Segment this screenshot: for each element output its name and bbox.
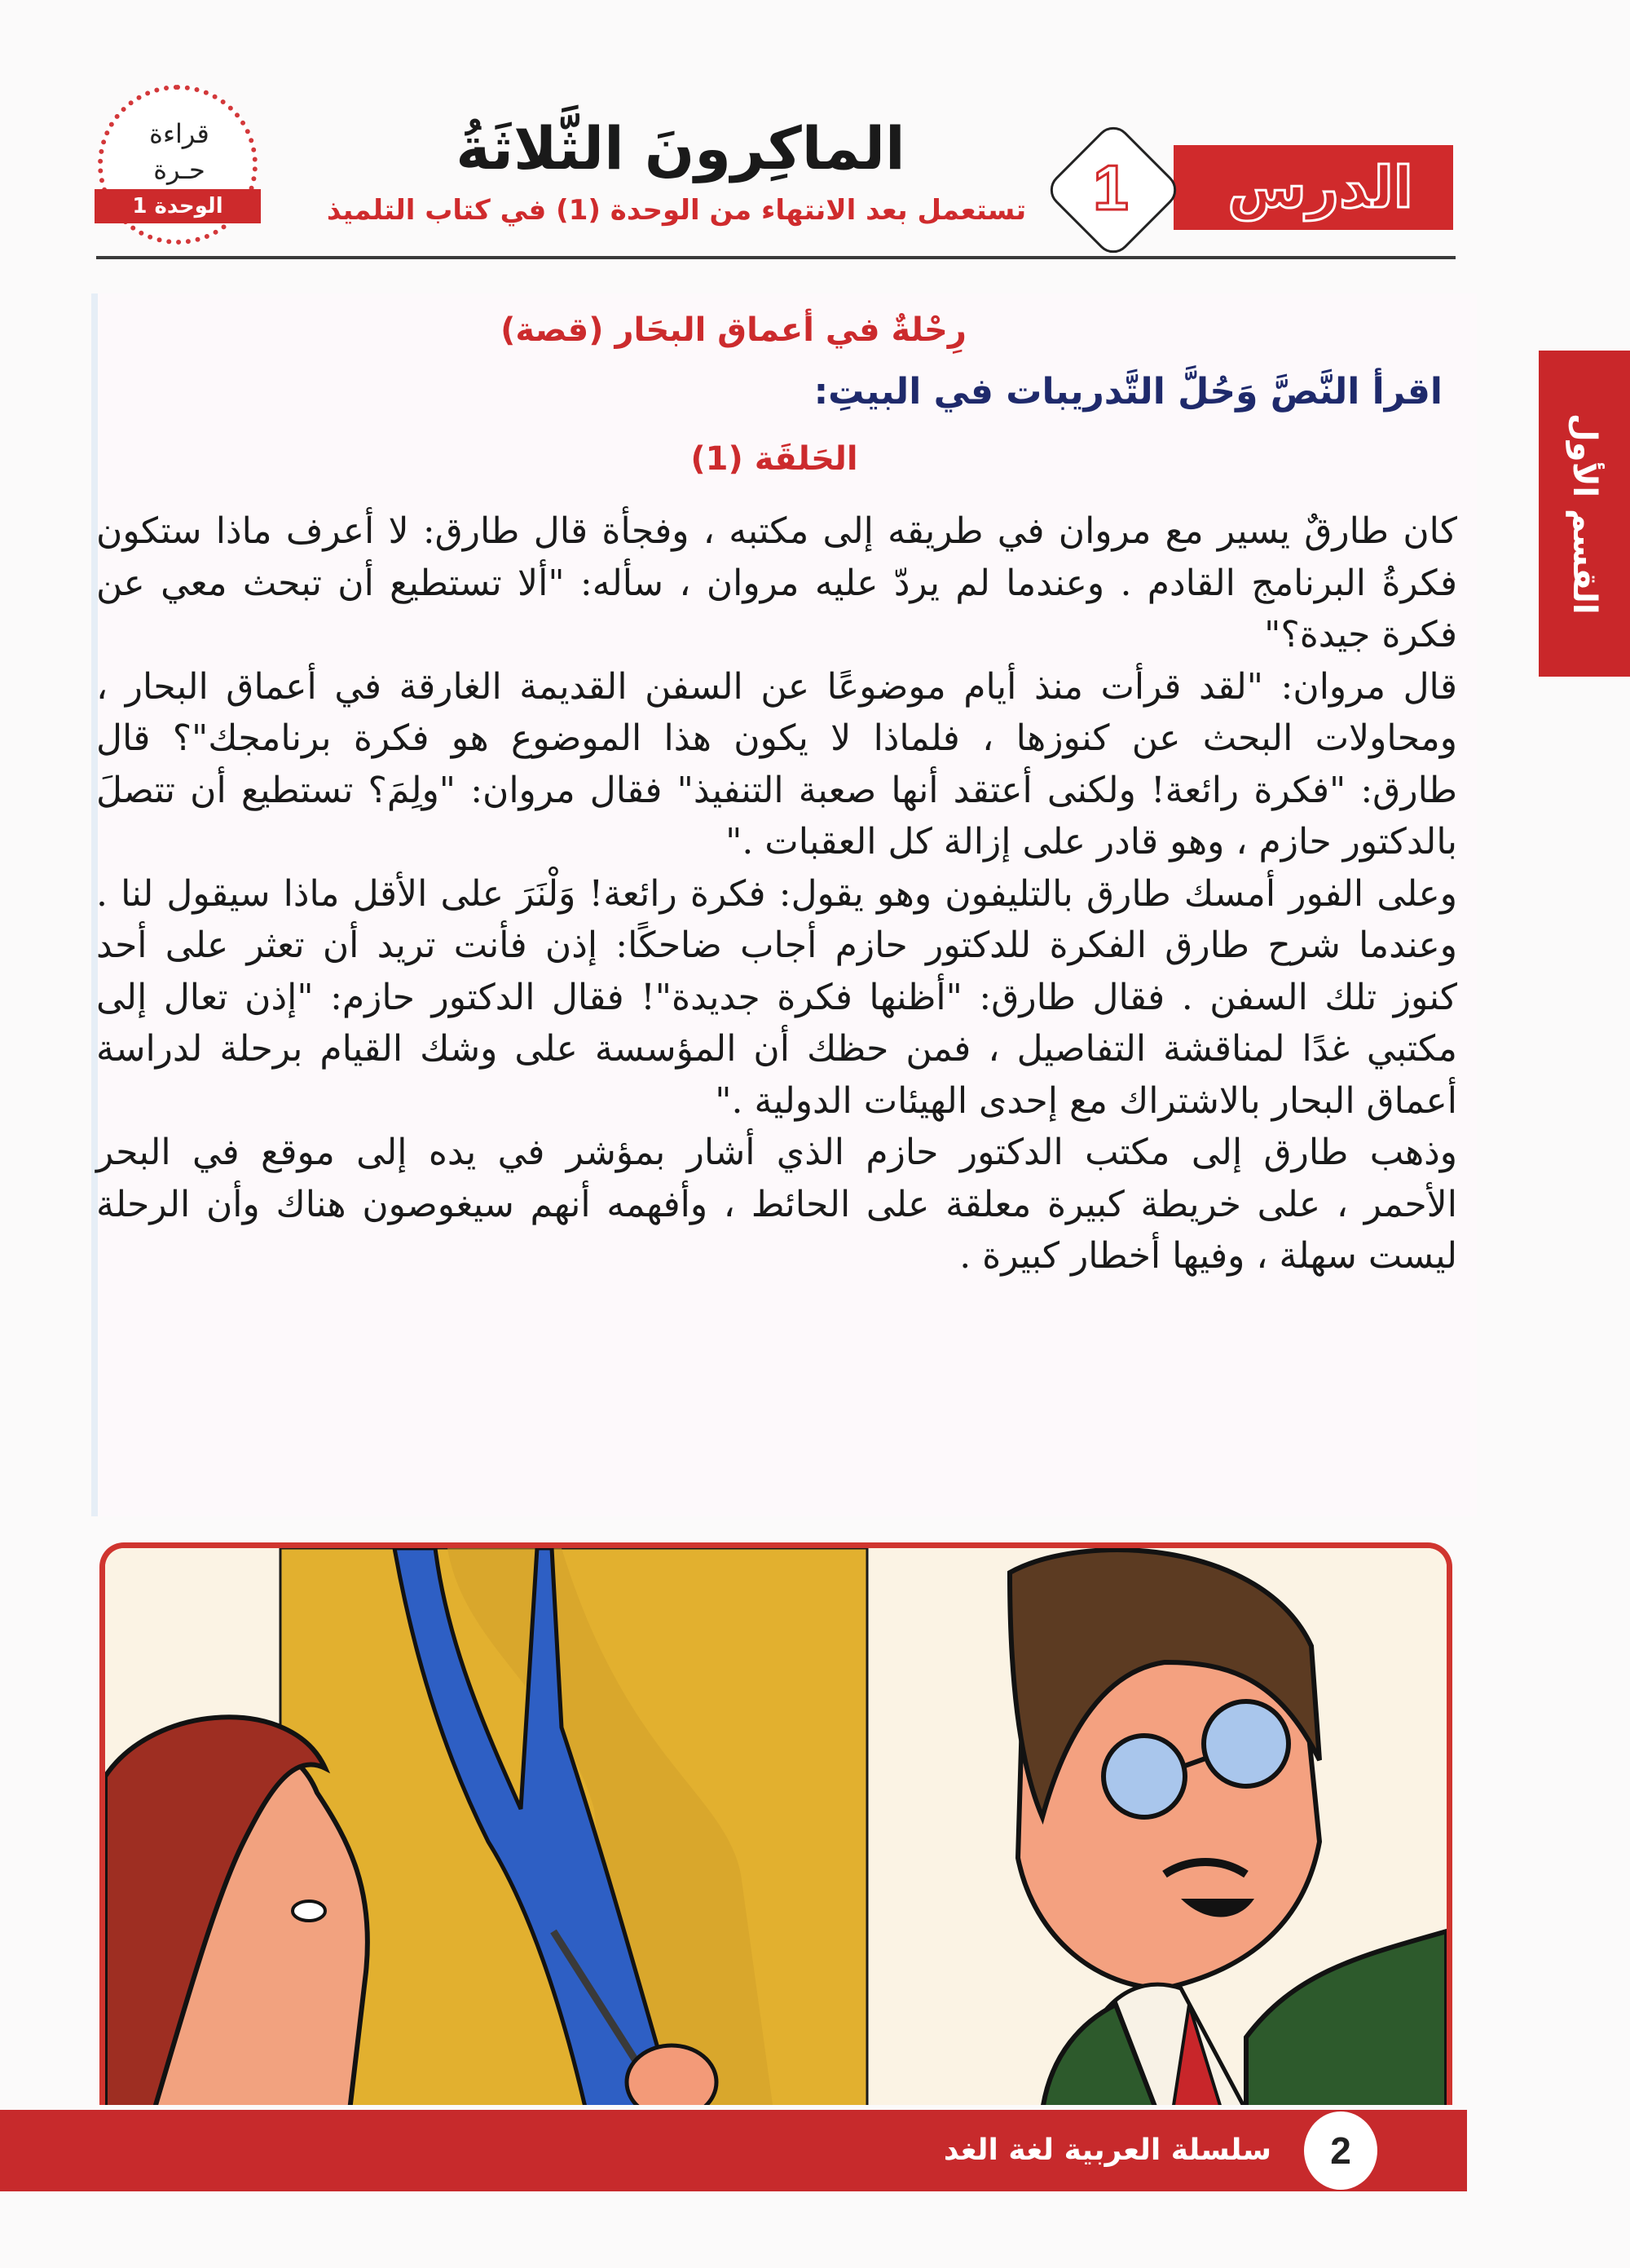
paragraph	[96, 661, 1457, 868]
paragraph	[96, 1127, 1457, 1282]
story-illustration	[99, 1542, 1452, 2105]
text-line: وعندما شرح طارق الفكرة للدكتور حازم أجاب ضاحكًا: إذن فأنت تريد أن تعثر على أحد	[96, 924, 1457, 966]
text-line: أعماق البحار بالاشتراك مع إحدى الهيئات الدولية ."	[715, 1079, 1457, 1122]
lesson-subtitle: تستعمل بعد الانتهاء من الوحدة (1) في كتاب التلميذ	[326, 194, 1027, 227]
text-line: وعلى الفور أمسك طارق بالتليفون وهو يقول: فكرة رائعة! وَلْنَرَ على الأقل ماذا سيقول لنا .	[96, 872, 1457, 915]
text-line: طارق: "فكرة رائعة! ولكنى أعتقد أنها صعبة التنفيذ" فقال مروان: "ولِمَ؟ تستطيع أن تتصلَ	[96, 769, 1457, 811]
text-line: قال مروان: "لقد قرأت منذ أيام موضوعًا عن السفن القديمة الغارقة في أعماق البحار ،	[96, 665, 1457, 708]
lesson-title: الماكِرونَ الثَّلاثَةُ	[456, 114, 905, 183]
series-title: سلسلة العربية لغة الغد	[943, 2133, 1271, 2167]
text-line: مكتبي غدًا لمناقشة التفاصيل ، فمن حظك أن المؤسسة على وشك القيام برحلة لدراسة	[96, 1028, 1457, 1070]
paragraph	[96, 868, 1457, 1127]
paragraph	[96, 505, 1457, 661]
text-line: وذهب طارق إلى مكتب الدكتور حازم الذي أشار بمؤشر في يده إلى موقع في البحر	[96, 1132, 1457, 1173]
text-line: ومحاولات البحث عن كنوزها ، فلماذا لا يكون هذا الموضوع هو فكرة برنامجك"؟ قال	[96, 717, 1457, 759]
illustration-svg	[105, 1548, 1447, 2105]
text-line: الأحمر ، على خريطة كبيرة معلقة على الحائط ، وأفهمه أنهم سيغوصون هناك وأن الرحلة	[96, 1183, 1457, 1225]
lesson-label: الدرس	[1227, 154, 1413, 221]
unit-badge: الوحدة 1	[95, 189, 261, 223]
text-line: فكرة جيدة؟"	[1264, 614, 1457, 655]
badge-line-2: حـرة	[153, 154, 205, 185]
story-title: رِحْلةٌ في أعماق البحَار (قصة)	[500, 311, 967, 349]
episode-heading: الحَلقَة (1)	[690, 440, 858, 478]
story-body	[96, 505, 1457, 1282]
text-line: كان طارقٌ يسير مع مروان في طريقه إلى مكتبه ، وفجأة قال طارق: لا أعرف ماذا ستكون	[96, 510, 1457, 552]
hand	[627, 2045, 716, 2105]
text-line: ليست سهلة ، وفيها أخطار كبيرة .	[959, 1235, 1457, 1277]
section-tab-label: القسم الأول	[1566, 413, 1603, 615]
header-divider	[96, 256, 1456, 259]
page-number: 2	[1330, 2129, 1351, 2172]
instruction-heading: اقرأ النَّصَّ وَحُلَّ التَّدريبات في البيتِ:	[813, 371, 1443, 413]
lesson-number: 1	[1093, 152, 1129, 223]
glasses-left-lens	[1104, 1736, 1185, 1817]
badge-line-1: قراءة	[149, 118, 209, 149]
text-line: بالدكتور حازم ، وهو قادر على إزالة كل العقبات ."	[725, 821, 1457, 863]
reading-badge-label	[106, 116, 253, 188]
glasses-right-lens	[1204, 1701, 1289, 1786]
boy-eye	[293, 1901, 325, 1921]
text-line: فكرةُ البرنامج القادم . وعندما لم يردّ عليه مروان ، سأله: "ألا تستطيع أن تبحث معي عن	[96, 562, 1457, 604]
text-line: كنوز تلك السفن . فقال طارق: "أظنها فكرة جديدة"! فقال الدكتور حازم: "إذن تعال إلى	[96, 976, 1457, 1018]
